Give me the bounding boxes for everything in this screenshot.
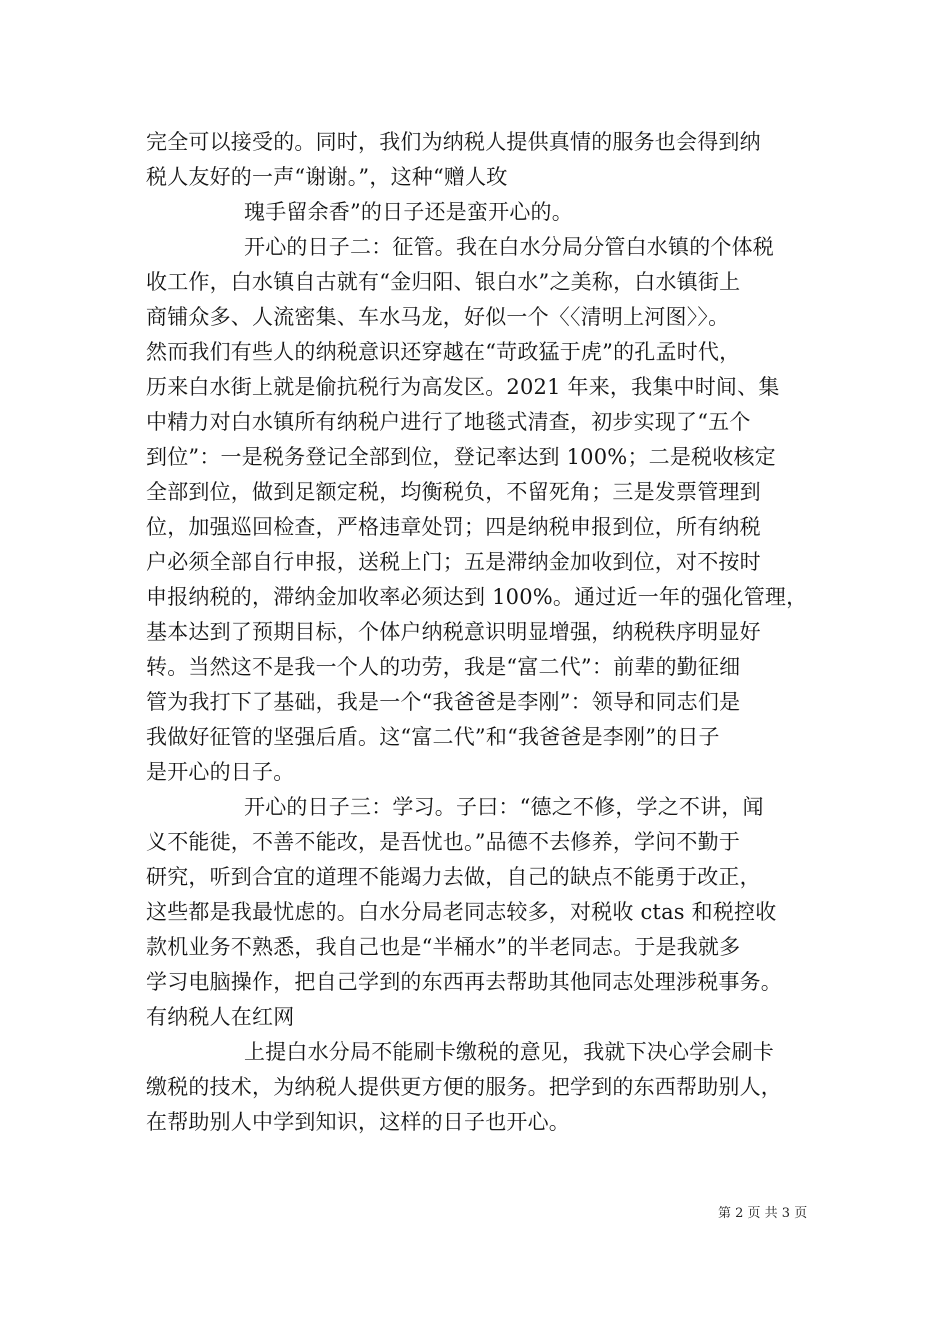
- text-line: 研究，听到合宜的道理不能竭力去做，自己的缺点不能勇于改正，: [146, 865, 761, 889]
- text-line: 位，加强巡回检查，严格违章处罚；四是纳税申报到位，所有纳税: [146, 515, 761, 539]
- page-number-footer: 第 2 页 共 3 页: [718, 1206, 808, 1221]
- text-line: 上提白水分局不能刷卡缴税的意见，我就下决心学会刷卡: [244, 1040, 774, 1064]
- text-line: 款机业务不熟悉，我自己也是“半桶水”的半老同志。于是我就多: [146, 935, 741, 959]
- text-line: 管为我打下了基础，我是一个“我爸爸是李刚”：领导和同志们是: [146, 690, 741, 714]
- text-line: 有纳税人在红网: [146, 1005, 295, 1029]
- paragraph-start-line: 开心的日子二：征管。我在白水分局分管白水镇的个体税: [244, 235, 774, 259]
- text-line: 学习电脑操作，把自己学到的东西再去帮助其他同志处理涉税事务。: [146, 970, 782, 994]
- text-line: 税人友好的一声“谢谢。”，这种“赠人玫: [146, 165, 508, 189]
- text-line: 转。当然这不是我一个人的功劳，我是“富二代”：前辈的勤征细: [146, 655, 741, 679]
- text-line: 然而我们有些人的纳税意识还穿越在“苛政猛于虎”的孔孟时代，: [146, 340, 741, 364]
- text-line: 义不能徙，不善不能改，是吾忧也。”品德不去修养，学问不勤于: [146, 830, 741, 854]
- text-line: 历来白水街上就是偷抗税行为高发区。2021 年来，我集中时间、集: [146, 375, 780, 399]
- text-line: 是开心的日子。: [146, 760, 295, 784]
- text-line: 我做好征管的坚强后盾。这“富二代”和“我爸爸是李刚”的日子: [146, 725, 720, 749]
- text-line: 全部到位，做到足额定税，均衡税负，不留死角；三是发票管理到: [146, 480, 761, 504]
- text-line: 瑰手留余香”的日子还是蛮开心的。: [244, 200, 573, 224]
- paragraph-start-line: 开心的日子三：学习。子曰：“德之不修，学之不讲，闻: [244, 795, 764, 819]
- text-line: 申报纳税的，滞纳金加收率必须达到 100%。通过近一年的强化管理，: [146, 585, 808, 609]
- text-line: 这些都是我最忧虑的。白水分局老同志较多，对税收 ctas 和税控收: [146, 900, 777, 924]
- text-line: 缴税的技术，为纳税人提供更方便的服务。把学到的东西帮助别人，: [146, 1075, 782, 1099]
- text-line: 基本达到了预期目标，个体户纳税意识明显增强，纳税秩序明显好: [146, 620, 761, 644]
- text-line: 商铺众多、人流密集、车水马龙，好似一个〈〈清明上河图〉〉。: [146, 305, 730, 329]
- text-line: 在帮助别人中学到知识，这样的日子也开心。: [146, 1110, 570, 1134]
- text-line: 完全可以接受的。同时，我们为纳税人提供真情的服务也会得到纳: [146, 130, 761, 154]
- text-line: 收工作，白水镇自古就有“金归阳、银白水”之美称，白水镇街上: [146, 270, 741, 294]
- text-line: 户必须全部自行申报，送税上门；五是滞纳金加收到位，对不按时: [146, 550, 761, 574]
- text-line: 到位”：一是税务登记全部到位，登记率达到 100%；二是税收核定: [146, 445, 776, 469]
- text-line: 中精力对白水镇所有纳税户进行了地毯式清查，初步实现了“五个: [146, 410, 751, 434]
